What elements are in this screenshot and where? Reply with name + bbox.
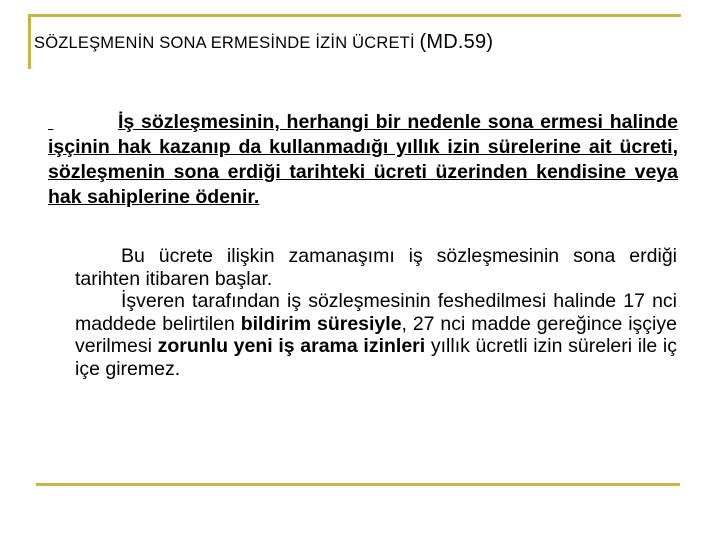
paragraph-statute-of-limitations: Bu ücrete ilişkin zamanaşımı iş sözleşmesinin sona erdiği tarihten itibaren başlar. [75, 245, 677, 290]
paragraph-body [75, 245, 677, 380]
paragraph3-part3: yıllık ücretli izin süreleri ile iç içe giremez. [75, 335, 677, 380]
slide-title [34, 31, 493, 54]
paragraph3-part1: İşveren tarafından iş sözleşmesinin feshedilmesi halinde 17 nci maddede belirtilen [75, 290, 677, 335]
paragraph-indent [48, 110, 118, 135]
paragraph-notice-period [75, 290, 677, 380]
title-main: SÖZLEŞMENİN SONA ERMESİNDE İZİN ÜCRETİ [34, 34, 415, 52]
title-article-code: (MD.59) [419, 31, 494, 53]
paragraph3-bold2: zorunlu yeni iş arama izinleri [157, 335, 426, 357]
paragraph3-part2: , 27 nci madde gereğince işçiye verilmesi [75, 312, 677, 357]
paragraph3-bold1: bildirim süresiyle [240, 312, 402, 335]
paragraph1-text: İş sözleşmesinin, herhangi bir nedenle sona ermesi halinde işçinin hak kazanıp da kullanmadığı yıllık izin sürelerine ait ücreti, sözleşmenin sona erdiği tarihteki ücreti üzerinden kendisine veya hak sahiplerine ödenir. [48, 111, 678, 208]
paragraph-termination-pay [48, 110, 678, 210]
bottom-divider [36, 483, 680, 486]
